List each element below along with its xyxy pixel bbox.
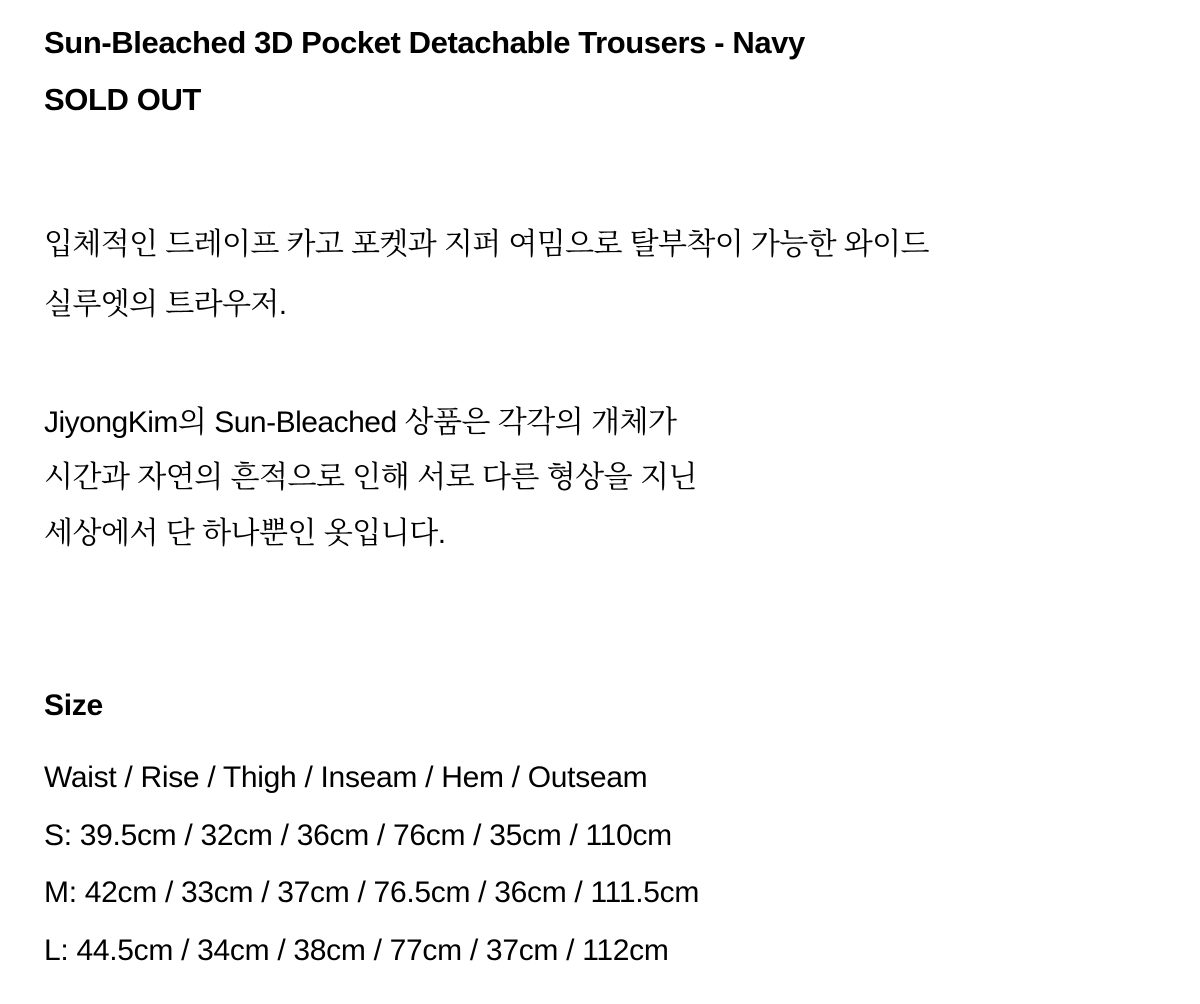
description-line: 시간과 자연의 흔적으로 인해 서로 다른 형상을 지닌 <box>44 461 697 495</box>
size-table <box>44 749 1156 979</box>
description-line: 입체적인 드레이프 카고 포켓과 지퍼 여밈으로 탈부착이 가능한 와이드 <box>44 227 929 261</box>
description-paragraph-2 <box>44 395 1156 562</box>
description-line: JiyongKim의 Sun-Bleached 상품은 각각의 개체가 <box>44 405 677 439</box>
stock-status: SOLD OUT <box>44 82 201 118</box>
description-line: 실루엣의 트라우저. <box>44 287 287 321</box>
size-measurement-header: Waist / Rise / Thigh / Inseam / Hem / Outseam <box>44 761 648 795</box>
description-paragraph-1 <box>44 215 1156 335</box>
size-heading: Size <box>44 689 103 723</box>
product-title-block <box>44 14 1156 129</box>
description-line: 세상에서 단 하나뿐인 옷입니다. <box>44 516 446 550</box>
size-row-m: M: 42cm / 33cm / 37cm / 76.5cm / 36cm / 111.5cm <box>44 876 700 910</box>
product-title: Sun-Bleached 3D Pocket Detachable Trousers - Navy <box>44 25 805 60</box>
paragraph-spacer <box>44 335 1156 395</box>
size-row-l: L: 44.5cm / 34cm / 38cm / 77cm / 37cm / 112cm <box>44 933 669 967</box>
size-row-s: S: 39.5cm / 32cm / 36cm / 76cm / 35cm / 110cm <box>44 818 672 852</box>
